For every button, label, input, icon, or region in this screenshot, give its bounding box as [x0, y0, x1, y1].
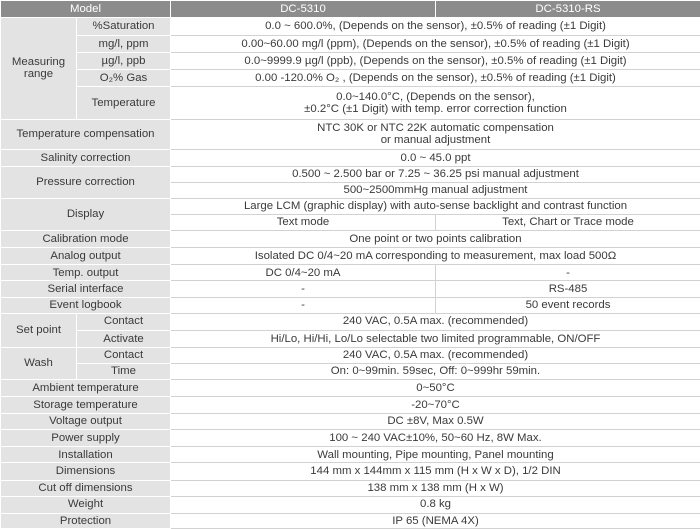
row-serial: [1, 281, 700, 297]
row-analog: [1, 248, 700, 265]
temperature-line1: 0.0~140.0°C, (Depends on the sensor),: [336, 90, 535, 103]
cutoff-label: Cut off dimensions: [1, 480, 171, 496]
serial-dc5310rs: RS-485: [436, 281, 700, 297]
ambient-value: 0~50°C: [171, 379, 700, 396]
row-salinity: [1, 149, 700, 166]
header-dc5310: DC-5310: [171, 1, 436, 18]
dimensions-label: Dimensions: [1, 463, 171, 480]
installation-label: Installation: [1, 447, 171, 463]
header-dc5310rs: DC-5310-RS: [436, 1, 700, 18]
row-saturation: [1, 18, 700, 36]
serial-dc5310: -: [171, 281, 436, 297]
weight-label: Weight: [1, 496, 171, 513]
wash-time-value: On: 0~99min. 59sec, Off: 0~999hr 59min.: [171, 363, 700, 379]
salinity-label: Salinity correction: [1, 149, 171, 166]
temp-output-dc5310: DC 0/4~20 mA: [171, 265, 436, 281]
voltage-label: Voltage output: [1, 414, 171, 430]
installation-value: Wall mounting, Pipe mounting, Panel mounting: [171, 447, 700, 463]
ugl-value: 0.0~9999.9 µg/l (ppb), (Depends on the sensor), ±0.5% of reading (±1 Digit): [171, 53, 700, 70]
row-temp-compensation: [1, 119, 700, 149]
saturation-label: %Saturation: [77, 18, 171, 36]
row-ambient: [1, 379, 700, 396]
temp-compensation-label: Temperature compensation: [1, 119, 171, 149]
salinity-value: 0.0 ~ 45.0 ppt: [171, 149, 700, 166]
row-mgl: [1, 36, 700, 53]
pressure-line1: 0.500 ~ 2.500 bar or 7.25 ~ 36.25 psi manual adjustment: [171, 166, 700, 182]
temperature-label: Temperature: [77, 87, 171, 119]
event-dc5310: -: [171, 297, 436, 313]
wash-time-label: Time: [77, 363, 171, 379]
event-dc5310rs: 50 event records: [436, 297, 700, 313]
weight-value: 0.8 kg: [171, 496, 700, 513]
pressure-label: Pressure correction: [1, 166, 171, 198]
wash-contact-label: Contact: [77, 347, 171, 363]
row-display-1: [1, 199, 700, 215]
temperature-line2: ±0.2°C (±1 Digit) with temp. error correction function: [304, 103, 567, 116]
row-weight: [1, 496, 700, 513]
ambient-label: Ambient temperature: [1, 379, 171, 396]
o2gas-value: 0.00 -120.0% O₂ , (Depends on the sensor), ±0.5% of reading (±1 Digit): [171, 70, 700, 87]
storage-label: Storage temperature: [1, 397, 171, 414]
mgl-value: 0.00~60.00 mg/l (ppm), (Depends on the sensor), ±0.5% of reading (±1 Digit): [171, 36, 700, 53]
power-value: 100 ~ 240 VAC±10%, 50~60 Hz, 8W Max.: [171, 430, 700, 447]
analog-value: Isolated DC 0/4~20 mA corresponding to measurement, max load 500Ω: [171, 248, 700, 265]
row-cutoff: [1, 480, 700, 496]
mgl-label: mg/l, ppm: [77, 36, 171, 53]
setpoint-label: Set point: [1, 313, 77, 347]
row-protection: [1, 513, 700, 528]
analog-label: Analog output: [1, 248, 171, 265]
measuring-range-label: Measuring range: [1, 18, 77, 120]
row-event: [1, 297, 700, 313]
protection-label: Protection: [1, 513, 171, 528]
row-wash-time: [1, 363, 700, 379]
row-temp-output: [1, 265, 700, 281]
setpoint-contact-value: 240 VAC, 0.5A max. (recommended): [171, 313, 700, 330]
wash-label: Wash: [1, 347, 77, 379]
serial-label: Serial interface: [1, 281, 171, 297]
calibration-value: One point or two points calibration: [171, 231, 700, 248]
pressure-line2: 500~2500mmHg manual adjustment: [171, 182, 700, 198]
temperature-value: [171, 87, 700, 119]
storage-value: -20~70°C: [171, 397, 700, 414]
temp-output-label: Temp. output: [1, 265, 171, 281]
display-line1: Large LCM (graphic display) with auto-sense backlight and contrast function: [171, 199, 700, 215]
row-temperature: [1, 87, 700, 119]
setpoint-activate-label: Activate: [77, 330, 171, 347]
wash-contact-value: 240 VAC, 0.5A max. (recommended): [171, 347, 700, 363]
saturation-value: 0.0 ~ 600.0%, (Depends on the sensor), ±0.5% of reading (±1 Digit): [171, 18, 700, 36]
voltage-value: DC ±8V, Max 0.5W: [171, 414, 700, 430]
row-setpoint-activate: [1, 330, 700, 347]
display-label: Display: [1, 199, 171, 231]
row-dimensions: [1, 463, 700, 480]
row-installation: [1, 447, 700, 463]
dimensions-value: 144 mm x 144mm x 115 mm (H x W x D), 1/2 DIN: [171, 463, 700, 480]
row-storage: [1, 397, 700, 414]
header-row: [1, 1, 700, 18]
protection-value: IP 65 (NEMA 4X): [171, 513, 700, 528]
cutoff-value: 138 mm x 138 mm (H x W): [171, 480, 700, 496]
row-o2gas: [1, 70, 700, 87]
row-power: [1, 430, 700, 447]
row-pressure-1: [1, 166, 700, 182]
temp-compensation-value: [171, 119, 700, 149]
event-label: Event logbook: [1, 297, 171, 313]
power-label: Power supply: [1, 430, 171, 447]
row-wash-contact: [1, 347, 700, 363]
header-model: Model: [1, 1, 171, 18]
o2gas-label: O₂% Gas: [77, 70, 171, 87]
ugl-label: µg/l, ppb: [77, 53, 171, 70]
display-dc5310rs: Text, Chart or Trace mode: [436, 215, 700, 231]
row-voltage: [1, 414, 700, 430]
calibration-label: Calibration mode: [1, 231, 171, 248]
row-calibration: [1, 231, 700, 248]
row-setpoint-contact: [1, 313, 700, 330]
setpoint-contact-label: Contact: [77, 313, 171, 330]
setpoint-activate-value: Hi/Lo, Hi/Hi, Lo/Lo selectable two limited programmable, ON/OFF: [171, 330, 700, 347]
temp-compensation-line2: or manual adjustment: [380, 134, 491, 147]
temp-compensation-line1: NTC 30K or NTC 22K automatic compensation: [317, 121, 554, 134]
display-dc5310: Text mode: [171, 215, 436, 231]
temp-output-dc5310rs: -: [436, 265, 700, 281]
row-ugl: [1, 53, 700, 70]
